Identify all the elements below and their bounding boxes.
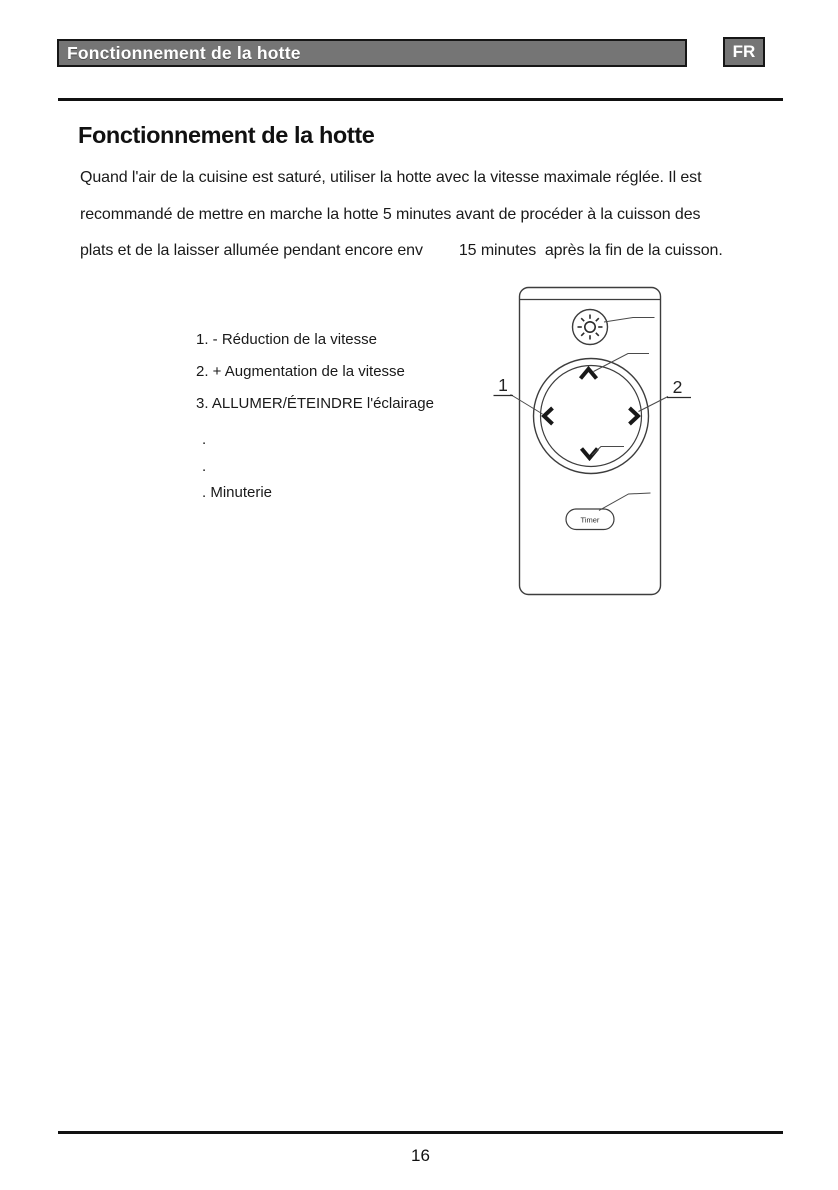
paragraph-line-2: recommandé de mettre en marche la hotte 5 minutes avant de procéder à la cuisson des bbox=[80, 205, 701, 223]
legend-item-light-toggle: 3. ALLUMER/ÉTEINDRE l'éclairage bbox=[196, 395, 434, 412]
language-badge: FR bbox=[723, 37, 765, 67]
legend-item-dot: . bbox=[202, 431, 207, 448]
control-legend bbox=[196, 331, 434, 514]
paragraph-line-3 bbox=[80, 233, 790, 270]
legend-item-reduce-speed: 1. - Réduction de la vitesse bbox=[196, 331, 377, 348]
callout-label-1: 1 bbox=[498, 375, 508, 395]
bottom-divider bbox=[58, 1131, 783, 1134]
timer-button-label: Timer bbox=[580, 515, 600, 525]
legend-item-dot: . bbox=[202, 458, 207, 475]
paragraph-line-3a: plats et de la laisser allumée pendant encore env bbox=[80, 242, 423, 259]
section-header-title: Fonctionnement de la hotte bbox=[67, 42, 301, 63]
section-header-bar bbox=[57, 39, 687, 67]
intro-paragraph bbox=[80, 160, 790, 270]
page-title: Fonctionnement de la hotte bbox=[78, 122, 375, 148]
legend-item-timer: . Minuterie bbox=[202, 484, 273, 501]
legend-item-increase-speed: 2. + Augmentation de la vitesse bbox=[196, 363, 405, 380]
top-divider bbox=[58, 98, 783, 101]
callout-label-2: 2 bbox=[672, 377, 683, 397]
paragraph-line-1: Quand l'air de la cuisine est saturé, utiliser la hotte avec la vitesse maximale réglée. Il est bbox=[80, 169, 702, 186]
remote-control-diagram bbox=[488, 278, 704, 610]
remote-body bbox=[520, 288, 661, 595]
page-number: 16 bbox=[411, 1146, 430, 1165]
paragraph-line-3b: 15 minutes après la fin de la cuisson. bbox=[458, 242, 723, 259]
